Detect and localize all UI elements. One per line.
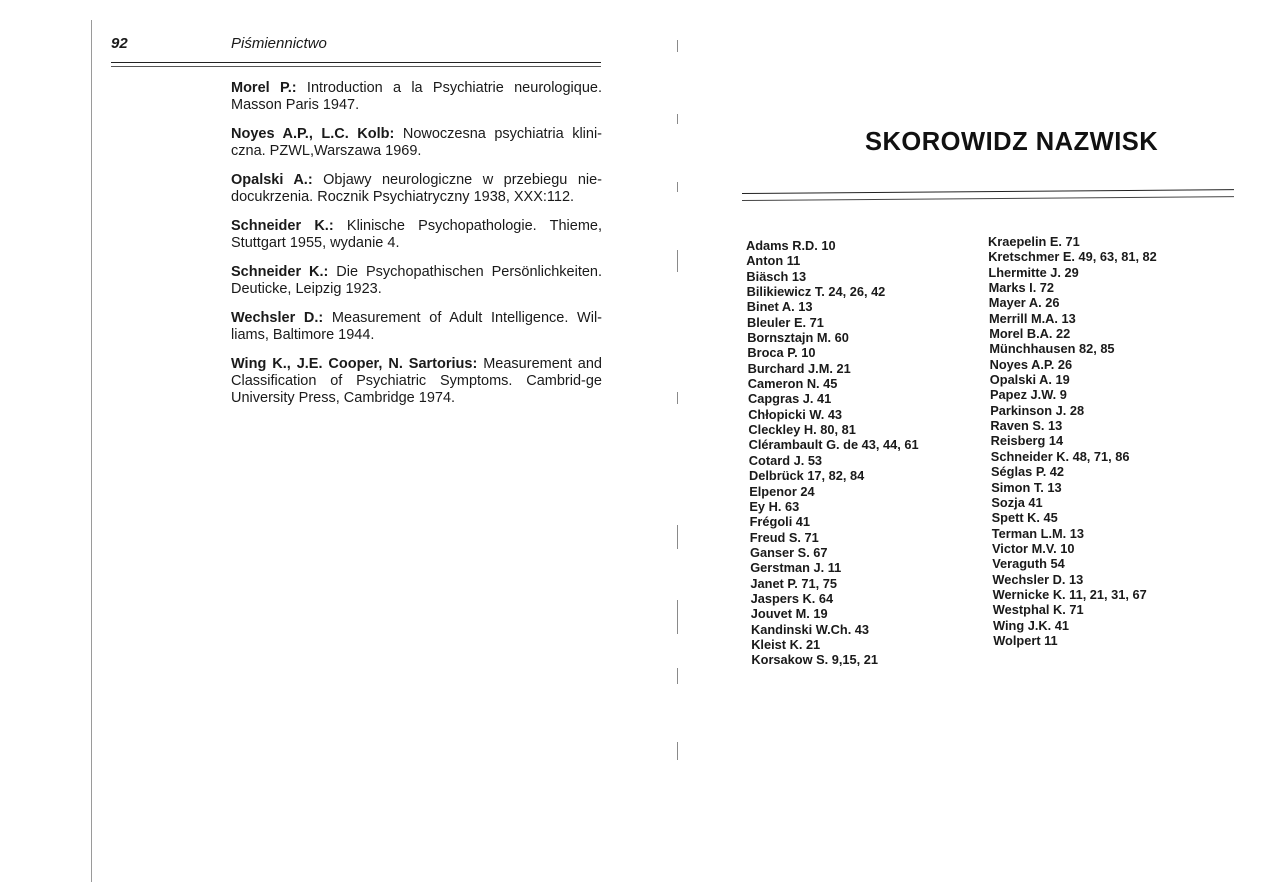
index-entry: Reisberg 14 xyxy=(990,433,1064,449)
index-entry: Noyes A.P. 26 xyxy=(989,356,1073,372)
index-entry: Jouvet M. 19 xyxy=(750,606,828,622)
index-entry: Lhermitte J. 29 xyxy=(988,264,1079,280)
index-entry: Wechsler D. 13 xyxy=(992,571,1084,587)
index-entry: Wolpert 11 xyxy=(993,632,1058,648)
index-entry: Gerstman J. 11 xyxy=(750,560,842,576)
index-entry: Cleckley H. 80, 81 xyxy=(748,422,856,438)
index-entry: Adams R.D. 10 xyxy=(746,238,836,253)
reference-text: Nowoczesna psychiatria klini-czna. PZWL,Warszawa 1969. xyxy=(231,126,603,159)
index-entry: Freud S. 71 xyxy=(749,529,819,545)
index-entry: Chłopicki W. 43 xyxy=(748,406,843,422)
gutter-mark xyxy=(677,392,678,404)
index-entry: Victor M.V. 10 xyxy=(992,540,1075,556)
reference-entry xyxy=(231,310,602,344)
reference-entry xyxy=(231,172,602,206)
index-entry: Bleuler E. 71 xyxy=(747,314,824,330)
index-entry: Janet P. 71, 75 xyxy=(750,575,837,591)
index-entry: Bornsztajn M. 60 xyxy=(747,330,849,346)
gutter-mark xyxy=(677,668,678,684)
index-entry: Sozja 41 xyxy=(991,494,1043,510)
index-column-right xyxy=(988,234,1157,648)
reference-list xyxy=(231,80,602,419)
index-column-left xyxy=(746,238,919,668)
index-entry: Burchard J.M. 21 xyxy=(747,360,851,376)
reference-text: Measurement of Adult Intelligence. Wil-liams, Baltimore 1944. xyxy=(231,310,602,343)
index-entry: Veraguth 54 xyxy=(992,556,1065,572)
index-entry: Cotard J. 53 xyxy=(748,452,823,468)
index-entry: Mayer A. 26 xyxy=(988,295,1060,311)
reference-text: Die Psychopathischen Persönlichkeiten. Deuticke, Leipzig 1923. xyxy=(231,264,603,297)
index-entry: Terman L.M. 13 xyxy=(991,525,1085,541)
reference-entry xyxy=(231,356,602,407)
reference-author: Noyes A.P., L.C. Kolb: xyxy=(231,126,395,142)
index-entry: Bilikiewicz T. 24, 26, 42 xyxy=(746,284,886,300)
index-entry: Morel B.A. 22 xyxy=(989,326,1071,342)
index-entry: Kretschmer E. 49, 63, 81, 82 xyxy=(988,249,1157,265)
index-entry: Jaspers K. 64 xyxy=(750,590,834,606)
index-entry: Münchhausen 82, 85 xyxy=(989,341,1115,357)
index-entry: Raven S. 13 xyxy=(990,418,1063,434)
index-entry: Broca P. 10 xyxy=(747,345,816,361)
reference-text: Introduction a la Psychiatrie neurologique. Masson Paris 1947. xyxy=(231,80,603,113)
gutter-mark xyxy=(677,40,678,52)
index-entry: Westphal K. 71 xyxy=(992,602,1084,618)
index-entry: Anton 11 xyxy=(746,253,801,269)
reference-entry xyxy=(231,126,602,160)
gutter-mark xyxy=(677,250,678,272)
index-entry: Capgras J. 41 xyxy=(748,391,832,407)
reference-author: Schneider K.: xyxy=(231,264,329,280)
index-entry: Marks I. 72 xyxy=(988,280,1055,296)
gutter-mark xyxy=(677,114,678,124)
index-entry: Korsakow S. 9,15, 21 xyxy=(751,652,879,668)
gutter-mark xyxy=(677,742,678,760)
index-entry: Kandinski W.Ch. 43 xyxy=(751,621,870,637)
index-entry: Papez J.W. 9 xyxy=(990,387,1067,403)
header-rule-thin xyxy=(111,66,601,67)
page-number: 92 xyxy=(111,35,128,52)
page-edge-line xyxy=(91,20,92,882)
index-entry: Wing J.K. 41 xyxy=(993,617,1069,633)
index-title: SKOROWIDZ NAZWISK xyxy=(865,128,1159,156)
title-rule-thin xyxy=(742,196,1234,201)
index-entry: Opalski A. 19 xyxy=(989,372,1070,388)
gutter-mark xyxy=(677,600,678,634)
index-entry: Kleist K. 21 xyxy=(751,636,821,652)
index-entry: Parkinson J. 28 xyxy=(990,402,1085,418)
index-entry: Merrill M.A. 13 xyxy=(989,310,1076,326)
index-entry: Wernicke K. 11, 21, 31, 67 xyxy=(992,586,1147,602)
index-entry: Simon T. 13 xyxy=(991,479,1062,495)
running-head: Piśmiennictwo xyxy=(231,35,327,52)
index-entry: Cameron N. 45 xyxy=(747,376,838,392)
reference-text: Objawy neurologiczne w przebiegu nie-docukrzenia. Rocznik Psychiatryczny 1938, XXX:112. xyxy=(231,172,602,205)
reference-author: Opalski A.: xyxy=(231,172,313,188)
reference-author: Wing K., J.E. Cooper, N. Sartorius: xyxy=(231,356,478,372)
reference-text: Measurement and Classification of Psychiatric Symptoms. Cambrid-ge University Press, Cambridge 1974. xyxy=(231,356,602,406)
index-entry: Biäsch 13 xyxy=(746,268,807,284)
index-entry: Spett K. 45 xyxy=(991,510,1058,526)
index-entry: Ganser S. 67 xyxy=(750,544,828,560)
index-entry: Séglas P. 42 xyxy=(991,464,1065,480)
reference-author: Schneider K.: xyxy=(231,218,334,234)
reference-entry xyxy=(231,80,602,114)
reference-author: Morel P.: xyxy=(231,80,297,96)
index-entry: Schneider K. 48, 71, 86 xyxy=(990,448,1130,464)
index-entry: Kraepelin E. 71 xyxy=(988,234,1080,249)
reference-entry xyxy=(231,218,602,252)
index-entry: Ey H. 63 xyxy=(749,498,800,514)
title-rule xyxy=(742,189,1234,194)
index-entry: Binet A. 13 xyxy=(746,299,813,315)
index-entry: Elpenor 24 xyxy=(749,483,815,499)
index-entry: Frégoli 41 xyxy=(749,514,811,530)
reference-text: Klinische Psychopathologie. Thieme, Stuttgart 1955, wydanie 4. xyxy=(231,218,603,251)
gutter-mark xyxy=(677,182,678,192)
index-entry: Delbrück 17, 82, 84 xyxy=(749,468,865,484)
gutter-mark xyxy=(677,525,678,549)
reference-entry xyxy=(231,264,602,298)
index-entry: Clérambault G. de 43, 44, 61 xyxy=(748,437,919,453)
header-rule xyxy=(111,62,601,63)
reference-author: Wechsler D.: xyxy=(231,310,324,326)
